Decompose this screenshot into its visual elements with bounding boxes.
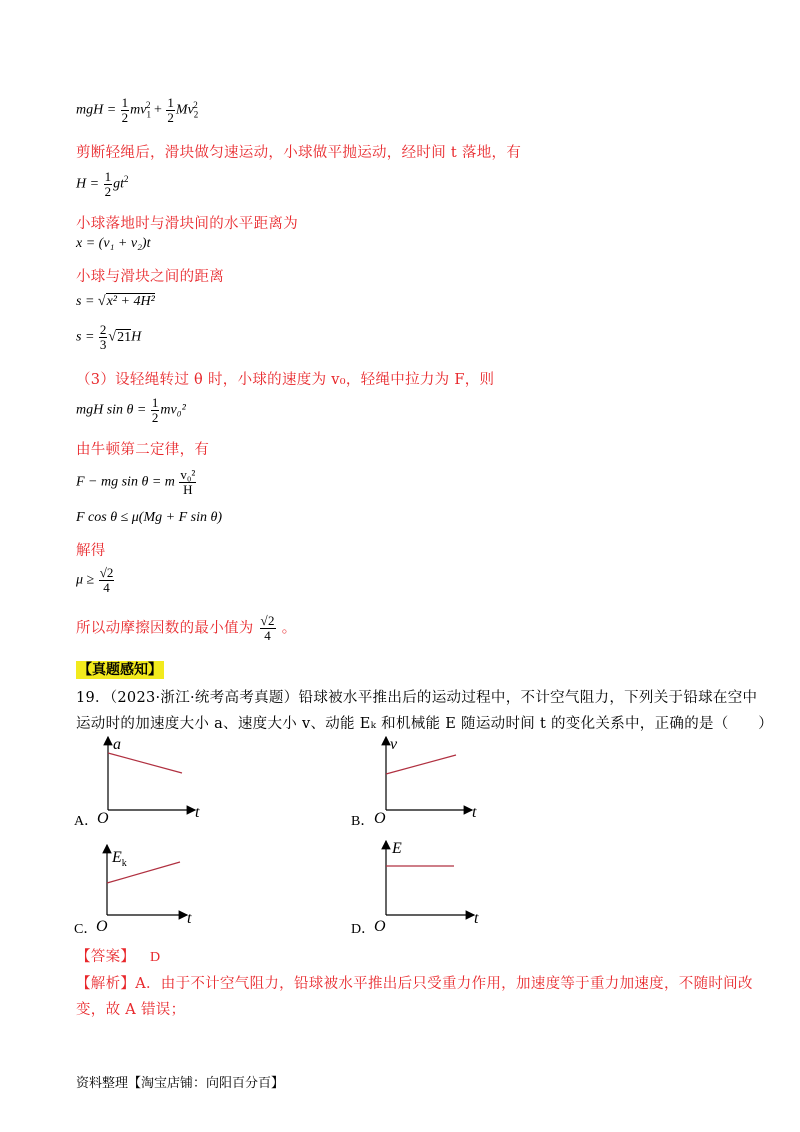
graph-c-origin: O [96, 918, 108, 935]
graph-d-y-label: E [392, 840, 402, 857]
solution-text-distance: 小球与滑块之间的距离 [76, 269, 224, 285]
option-c-label: C． [74, 922, 98, 937]
equation-distance-result: s = $\frac{2}{3}$ √21H [76, 322, 142, 352]
page-footer: 资料整理【淘宝店铺：向阳百分百】 [76, 1076, 285, 1091]
solution-text-min-mu: 所以动摩擦因数的最小值为 $\frac{√2}{4}$ 。 [76, 613, 297, 643]
graph-a [74, 736, 200, 829]
solution-text-cut-rope: 剪断轻绳后，滑块做匀速运动，小球做平抛运动，经时间 t 落地，有 [76, 145, 522, 161]
question-line-1: 19．（2023·浙江·统考高考真题）铅球被水平推出后的运动过程中，不计空气阻力，下列关于铅球在空中 [76, 690, 758, 706]
graph-c-x-label: t [187, 910, 192, 927]
equation-mu-result: μ ≥ $\frac{√2}{4}$ [76, 565, 114, 595]
equation-horizontal-distance: x = (v₁ + v₂)t [76, 236, 151, 251]
solution-text-part3: （3）设轻绳转过 θ 时，小球的速度为 v₀，轻绳中拉力为 F，则 [76, 372, 495, 388]
equation-free-fall: H = $\frac{1}{2}$ $gt^2$ [76, 169, 129, 199]
solution-text-newton: 由牛顿第二定律，有 [76, 442, 210, 458]
solution-text-solve: 解得 [76, 543, 106, 559]
equation-energy-angle: mgH sin θ = $\frac{1}{2}$ mv₀² [76, 395, 186, 425]
option-d-label: D． [351, 922, 376, 937]
graph-c [74, 845, 192, 937]
equation-newton-second-law: F − mg sin θ = m $\frac{\text{v₀²}}{H}$ [76, 467, 196, 497]
section-title: 【真题感知】 [78, 662, 162, 678]
equation-friction-inequality: F cos θ ≤ μ(Mg + F sin θ) [76, 510, 223, 525]
graph-b-x-label: t [472, 804, 477, 821]
graph-b-line [386, 755, 456, 774]
graph-d-x-label: t [474, 910, 479, 927]
question-line-2: 运动时的加速度大小 a、速度大小 v、动能 Eₖ 和机械能 E 随运动时间 t 的变化关系中，正确的是（ ） [76, 716, 773, 732]
equation-distance-sqrt: s = √x² + 4H² [76, 294, 155, 309]
graph-a-origin: O [97, 810, 109, 827]
graph-a-x-label: t [195, 804, 200, 821]
graph-b-y-label: v [390, 736, 398, 753]
analysis-line-1: 【解析】A．由于不计空气阻力，铅球被水平推出后只受重力作用，加速度等于重力加速度，不随时间改 [76, 976, 753, 992]
graph-d [351, 840, 479, 937]
graph-b-origin: O [374, 810, 386, 827]
analysis-line-2: 变，故 A 错误； [76, 1002, 186, 1018]
graph-d-origin: O [374, 918, 386, 935]
answer: 【答案】 D [76, 949, 161, 965]
graph-c-y-label: $E_k$ [112, 849, 127, 869]
equation-energy-conservation: mgH = $\frac{1}{2}$ $mv_1^2$ + $\frac{1}{2}$ $Mv_2^2$ [76, 95, 199, 125]
solution-text-horizontal-distance: 小球落地时与滑块间的水平距离为 [76, 216, 298, 232]
option-b-label: B． [351, 814, 375, 829]
option-a-label: A． [74, 814, 99, 829]
graph-a-y-label: a [113, 736, 121, 753]
graph-a-line [108, 753, 182, 773]
graph-b [351, 736, 477, 829]
option-graphs [70, 735, 800, 945]
